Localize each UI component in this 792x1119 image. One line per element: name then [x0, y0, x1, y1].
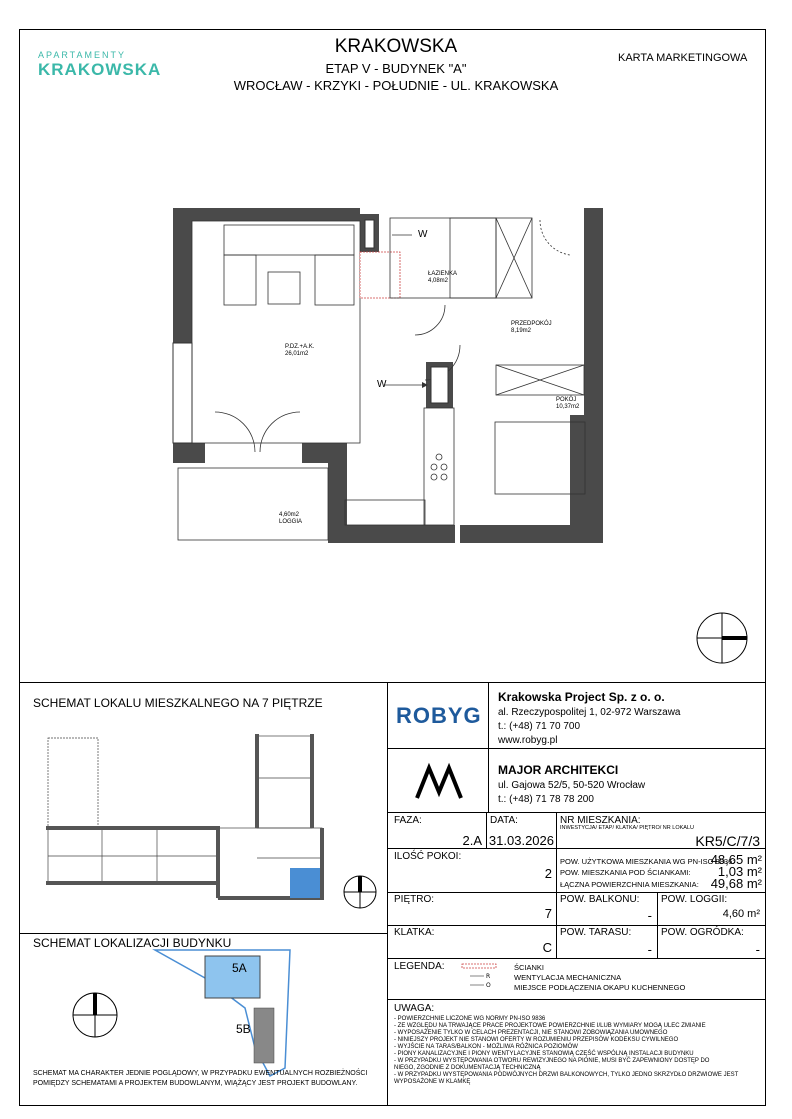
location-schema-title: SCHEMAT LOKALIZACJI BUDYNKU	[33, 936, 232, 950]
wall-left-upper	[173, 208, 192, 343]
note-item: - POWIERZCHNIE LICZONE WG NORMY PN-ISO 9836	[394, 1016, 546, 1022]
data-label: DATA:	[490, 815, 518, 826]
developer-address: al. Rzeczypospolitej 1, 02-972 Warszawa	[498, 707, 681, 718]
room-area-living: 26,01m2	[285, 351, 309, 357]
wall-left-lower	[173, 443, 205, 463]
disclaimer-line-1: SCHEMAT MA CHARAKTER JEDNIE POGLĄDOWY, W PRZYPADKU EWENTUALNYCH ROZBIEŻNOŚCI	[33, 1070, 368, 1077]
note-item: - W PRZYPADKU WYSTĘPOWANIA PODWÓJNYCH DRZWI BALKONOWYCH, TYLKO JEDNO SKRZYDŁO DRZWIOWE JEST	[394, 1072, 739, 1078]
room-name-hall: PRZEDPOKÓJ	[511, 321, 552, 327]
page-title: KRAKOWSKA	[334, 36, 458, 57]
room-label-living	[285, 344, 314, 358]
room-area-hall: 8,19m2	[511, 328, 532, 334]
balcony-label: POW. BALKONU:	[560, 894, 640, 905]
wall-column	[328, 463, 347, 543]
architect-name: MAJOR ARCHITEKCI	[498, 763, 619, 777]
brand-main: KRAKOWSKA	[38, 60, 162, 79]
room-label-bathroom	[428, 271, 457, 285]
robyg-logo: ROBYG	[396, 703, 482, 728]
building-5b: 5B	[236, 1022, 251, 1036]
wall-bottom-right	[460, 525, 570, 543]
room-name-bathroom: ŁAZIENKA	[428, 271, 458, 277]
disclaimer-line-2: POMIĘDZY SCHEMATAMI A PROJEKTEM BUDOWLANYM, WIĄŻĄCY JEST PROJEKT BUDOWLANY.	[33, 1080, 358, 1087]
compass-icon	[694, 610, 750, 666]
floor-schema-drawing	[42, 728, 332, 913]
brand-top: APARTAMENTY	[38, 50, 127, 60]
room-label-loggia	[279, 512, 302, 526]
divider-vertical	[387, 682, 388, 1106]
room-name-bedroom: POKÓJ	[556, 397, 577, 403]
architect-phone: t.: (+48) 71 78 78 200	[498, 794, 594, 805]
compass-icon-location	[70, 990, 120, 1040]
nr-label: NR MIESZKANIA:	[560, 815, 641, 826]
room-name-living: P.DZ.+A.K.	[285, 344, 315, 350]
room-area-loggia: 4,60m2	[279, 512, 300, 518]
legend-item-walls: ŚCIANKI	[514, 963, 545, 972]
major-architekci-logo-icon	[415, 762, 465, 802]
floor-value: 7	[544, 906, 552, 921]
svg-text:O: O	[486, 982, 491, 989]
location-schema-drawing	[150, 948, 300, 1078]
note-item: - WYPOSAŻENIE TYLKO W CELACH PREZENTACJI, NIE STANOWI ZOBOWIĄZANIA UMOWNEGO	[394, 1030, 668, 1036]
area-use-label: POW. UŻYTKOWA MIESZKANIA WG PN-ISO 9836:	[560, 857, 735, 866]
garden-label: POW. OGRÓDKA:	[661, 927, 744, 938]
legend-icons	[460, 962, 500, 992]
balcony-value: -	[647, 908, 652, 923]
divider-lower	[19, 682, 766, 683]
note-item: - W PRZYPADKU WYSTĘPOWANIA OTWORU REWIZYJNEGO NA PIONIE, MUSI BYĆ ZAPEWNIONY DOSTĘP DO	[394, 1058, 710, 1064]
wall-bottom-kitchen	[347, 525, 455, 543]
note-item: - PIONY KANALIZACYJNE I PIONY WENTYLACYJNE STANOWIĄ CZĘŚĆ WSPÓLNĄ INSTALACJI BUDYNKU	[394, 1051, 694, 1057]
developer-phone: t.: (+48) 71 70 700	[498, 721, 581, 732]
sofa	[224, 225, 354, 255]
terrace-label: POW. TARASU:	[560, 927, 632, 938]
architect-address: ul. Gajowa 52/5, 50-520 Wrocław	[498, 780, 646, 791]
bathroom-wall	[360, 252, 400, 298]
developer-name: Krakowska Project Sp. z o. o.	[498, 690, 665, 704]
location-line: WROCŁAW - KRZYKI - POŁUDNIE - UL. KRAKOWSKA	[233, 78, 559, 93]
kitchen-counter	[424, 408, 454, 525]
notes-list	[394, 1016, 738, 1086]
note-item: WYPOSAŻONE W KLAMKĘ	[394, 1079, 471, 1085]
loggia-label: POW. LOGGII:	[661, 894, 728, 905]
area-total-label: ŁĄCZNA POWIERZCHNIA MIESZKANIA:	[560, 880, 699, 889]
floor-label: PIĘTRO:	[394, 894, 435, 905]
compass-icon-small	[342, 874, 378, 910]
bathroom-outline	[390, 218, 496, 298]
room-label-bedroom	[556, 397, 579, 411]
loggia-value: 4,60 m²	[722, 908, 760, 920]
legend-item-ventilation: WENTYLACJA MECHANICZNA	[514, 973, 622, 982]
area-wall-label: POW. MIESZKANIA POD ŚCIANKAMI:	[560, 868, 691, 877]
area-total-value: 49,68 m²	[710, 876, 762, 891]
stair-label: KLATKA:	[394, 927, 435, 938]
selected-apartment	[290, 868, 320, 898]
faza-value: 2.A	[462, 833, 482, 848]
loggia	[178, 468, 328, 540]
svg-text:R: R	[486, 973, 491, 980]
developer-web: www.robyg.pl	[498, 735, 558, 746]
faza-label: FAZA:	[394, 815, 422, 826]
data-value: 31.03.2026	[488, 833, 554, 848]
table	[268, 272, 300, 304]
note-item: - NINIEJSZY PROJEKT NIE STANOWI OFERTY W ROZUMIENIU PRZEPISÓW KODEKSU CYWILNEGO	[394, 1037, 679, 1043]
room-area-bathroom: 4,08m2	[428, 278, 449, 284]
note-item: - WYJŚCIE NA TARAS/BALKON - MOŻLIWA RÓŻNICA POZIOMÓW	[394, 1044, 578, 1050]
area-wall-value: 1,03 m²	[717, 864, 762, 879]
note-item: NIEGO, ZGODNIE Z DOKUMENTACJĄ TECHNICZNĄ	[394, 1065, 541, 1071]
area-use-value: 48,65 m²	[710, 852, 762, 867]
rooms-value: 2	[544, 866, 552, 881]
living-room-outline	[192, 221, 360, 443]
room-label-hall	[511, 321, 552, 335]
building-5a: 5A	[232, 961, 247, 975]
room-area-bedroom: 10,37m2	[556, 404, 580, 410]
floor-schema-title: SCHEMAT LOKALU MIESZKALNEGO NA 7 PIĘTRZE	[33, 696, 323, 710]
wall-top-left	[173, 208, 360, 221]
card-type: KARTA MARKETINGOWA	[618, 52, 748, 64]
garden-value: -	[755, 942, 760, 957]
nr-sub: INWESTYCJA/ ETAP/ KLATKA/ PIĘTRO/ NR LOKALU	[560, 825, 694, 831]
notes-title: UWAGA:	[394, 1003, 435, 1014]
vent-mark-kitchen: W	[377, 379, 387, 390]
stage-line: ETAP V - BUDYNEK "A"	[325, 61, 467, 76]
legend-item-hood: MIEJSCE PODŁĄCZENIA OKAPU KUCHENNEGO	[514, 983, 686, 992]
note-item: - ZE WZGLĘDU NA TRWAJĄCE PRACE PROJEKTOWE POWIERZCHNIE I/LUB WYMIARY MOGĄ ULEC ZMIANIE	[394, 1023, 706, 1029]
terrace-value: -	[647, 942, 652, 957]
rooms-label: ILOŚĆ POKOI:	[394, 851, 462, 862]
wall-bottom-mid	[302, 443, 347, 463]
room-name-loggia: LOGGIA	[279, 519, 303, 525]
shower	[450, 218, 496, 298]
floor-plan	[160, 200, 610, 550]
nr-value: KR5/C/7/3	[695, 833, 760, 849]
wall-right	[584, 208, 603, 543]
vent-mark-bath: W	[418, 229, 428, 240]
stair-value: C	[542, 940, 552, 955]
legend-title: LEGENDA:	[394, 961, 445, 972]
